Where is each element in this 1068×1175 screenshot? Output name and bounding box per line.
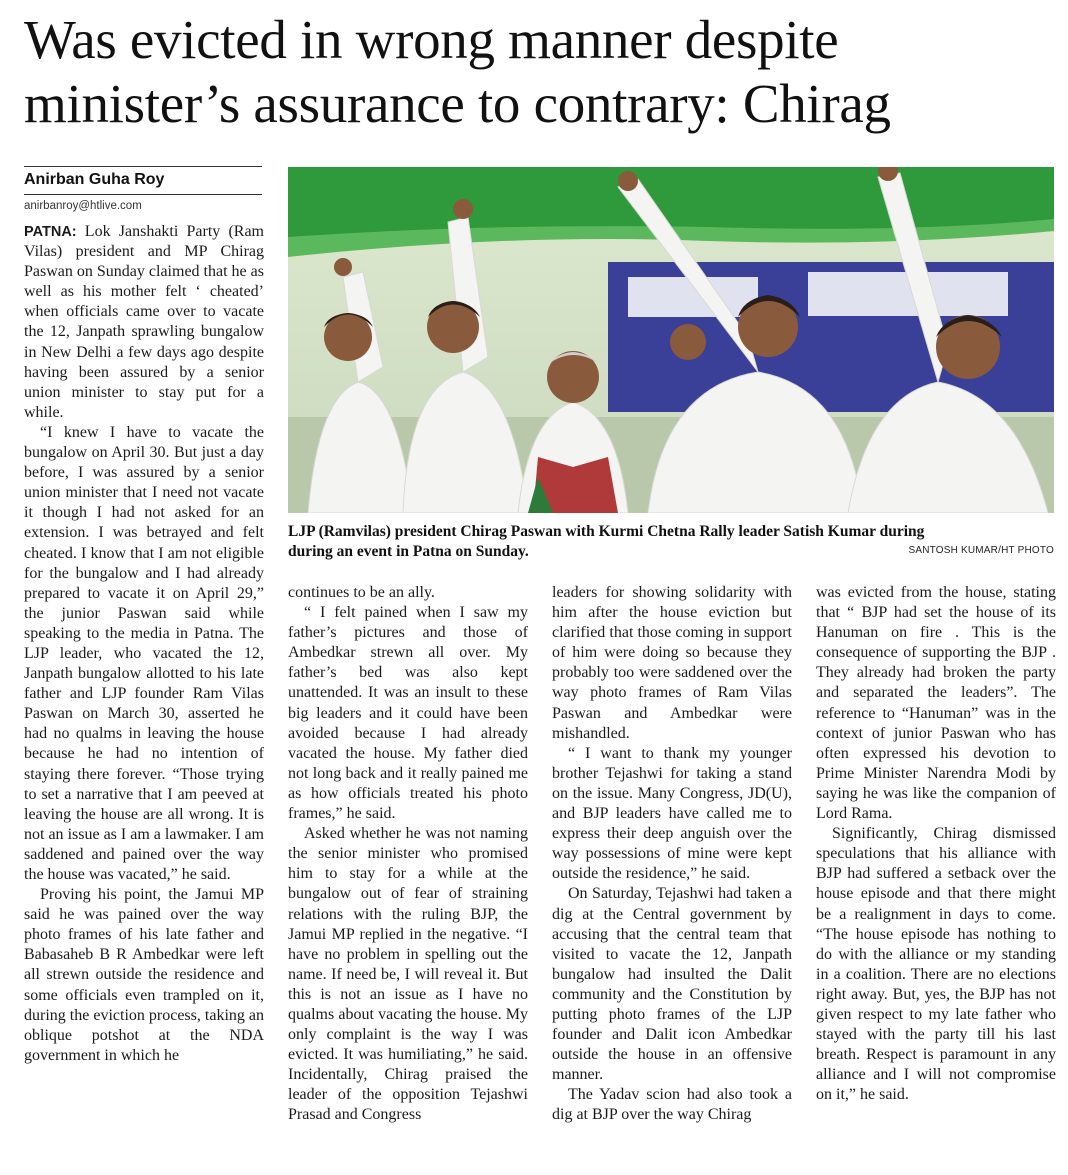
article-paragraph: “I knew I have to vacate the bungalow on April 30. But just a day before, I was assured by a senior union minister that I need not vacate it though I had not asked for an extension. I was betrayed and felt cheated. I know that I am not eligible for the bungalow and I had already prepared to vacate it on April 29,” the junior Paswan said while speaking to the media in Patna. The LJP leader, who vacated the 12, Janpath bungalow allotted to his late father and LJP founder Ram Vilas Paswan on March 30, asserted he had no qualms in leaving the house because he had no intention of staying there forever. “Those trying to set a narrative that I am peeved at leaving the house are all wrong. It is not an issue as I am a lawmaker. I am saddened and pained over the way the house was vacated,” he said. [24,423,264,883]
article-column-3 [552,583,792,1126]
article-paragraph: “ I want to thank my younger brother Tejashwi for taking a stand on the issue. Many Congress, JD(U), and BJP leaders have called me to express their deep anguish over the way possessions of mine were kept outside the residence,” he said. [552,744,792,883]
article-column-4 [816,583,1056,1105]
photo-caption [288,522,1054,562]
article-paragraph: PATNA: Lok Janshakti Party (Ram Vilas) president and MP Chirag Paswan on Sunday claimed that he as well as his mother felt ‘ cheated’ when officials came over to vacate the 12, Janpath sprawling bungalow in New Delhi a few days ago despite having been assured by a senior union minister to stay put for a while. [24,223,264,421]
article-paragraph: On Saturday, Tejashwi had taken a dig at the Central government by accusing that the central team that visited to vacate the 12, Janpath bungalow had insulted the Dalit community and the Constitution by putting photo frames of the LJP founder and Dalit icon Ambedkar outside the house in an offensive manner. [552,885,792,1084]
byline-top-rule [24,166,262,167]
article-paragraph: Asked whether he was not naming the senior minister who promised him to stay for a while at the bungalow out of fear of straining relations with the ruling BJP, the Jamui MP replied in the negative. “I have no problem in spelling out the name. If need be, I will reveal it. But this is not an issue as I have no qualms about vacating the house. My only complaint is the way I was evicted. It was humiliating,” he said. Incidentally, Chirag praised the leader of the opposition Tejashwi Prasad and Congress [288,825,528,1124]
rally-photo-illustration [288,167,1054,513]
caption-line-1: LJP (Ramvilas) president Chirag Paswan with Kurmi Chetna Rally leader Satish Kumar during [288,523,925,540]
article-paragraph: leaders for showing solidarity with him after the house eviction but clarified that those coming in support of him were doing so because they probably too were saddened over the way photo frames of Ram Vilas Paswan and Ambedkar were mishandled. [552,584,792,742]
byline-author: Anirban Guha Roy [24,171,165,188]
byline-email: anirbanroy@htlive.com [24,200,142,212]
headline-line-1: Was evicted in wrong manner despite [24,9,839,70]
article-paragraph: Proving his point, the Jamui MP said he was pained over the way photo frames of his late father and Babasaheb B R Ambedkar were left all strewn outside the residence and some officials even trampled on it, during the eviction process, taking an oblique potshot at the NDA government in which he [24,886,264,1064]
article-column-1 [24,222,264,1066]
headline [24,8,1064,136]
article-paragraph: “ I felt pained when I saw my father’s pictures and those of Ambedkar strewn all over. My father’s bed was also kept unattended. It was an insult to these big leaders and it could have been avoided because I had already vacated the house. My father died not long back and it really pained me as how officials treated his photo frames,” he said. [288,604,528,823]
photo-credit: SANTOSH KUMAR/HT PHOTO [908,545,1054,556]
article-paragraph: Significantly, Chirag dismissed speculations that his alliance with BJP had suffered a setback over the house episode and that there might be a realignment in days to come. “The house episode has nothing to do with the alliance or my standing in a coalition. There are no elections right away. But, yes, the BJP has not given respect to my late father who stayed with the party till his last breath. Respect is paramount in any alliance and I will not compromise on it,” he said. [816,825,1056,1104]
article-paragraph: continues to be an ally. [288,584,435,601]
article-column-2 [288,583,528,1126]
caption-line-2: during an event in Patna on Sunday. [288,543,529,560]
byline-bottom-rule [24,194,262,195]
dateline: PATNA: [24,224,77,240]
news-photo [288,167,1054,513]
headline-line-2: minister’s assurance to contrary: Chirag [24,73,891,134]
article-paragraph: was evicted from the house, stating that “ BJP had set the house of its Hanuman on fire . This is the consequence of supporting the BJP . They already had broken the party and separated the leaders”. The reference to “Hanuman” was in the context of junior Paswan who has often expressed his devotion to Prime Minister Narendra Modi by saying he was like the companion of Lord Rama. [816,584,1056,823]
article-paragraph: The Yadav scion had also took a dig at BJP over the way Chirag [552,1086,792,1124]
